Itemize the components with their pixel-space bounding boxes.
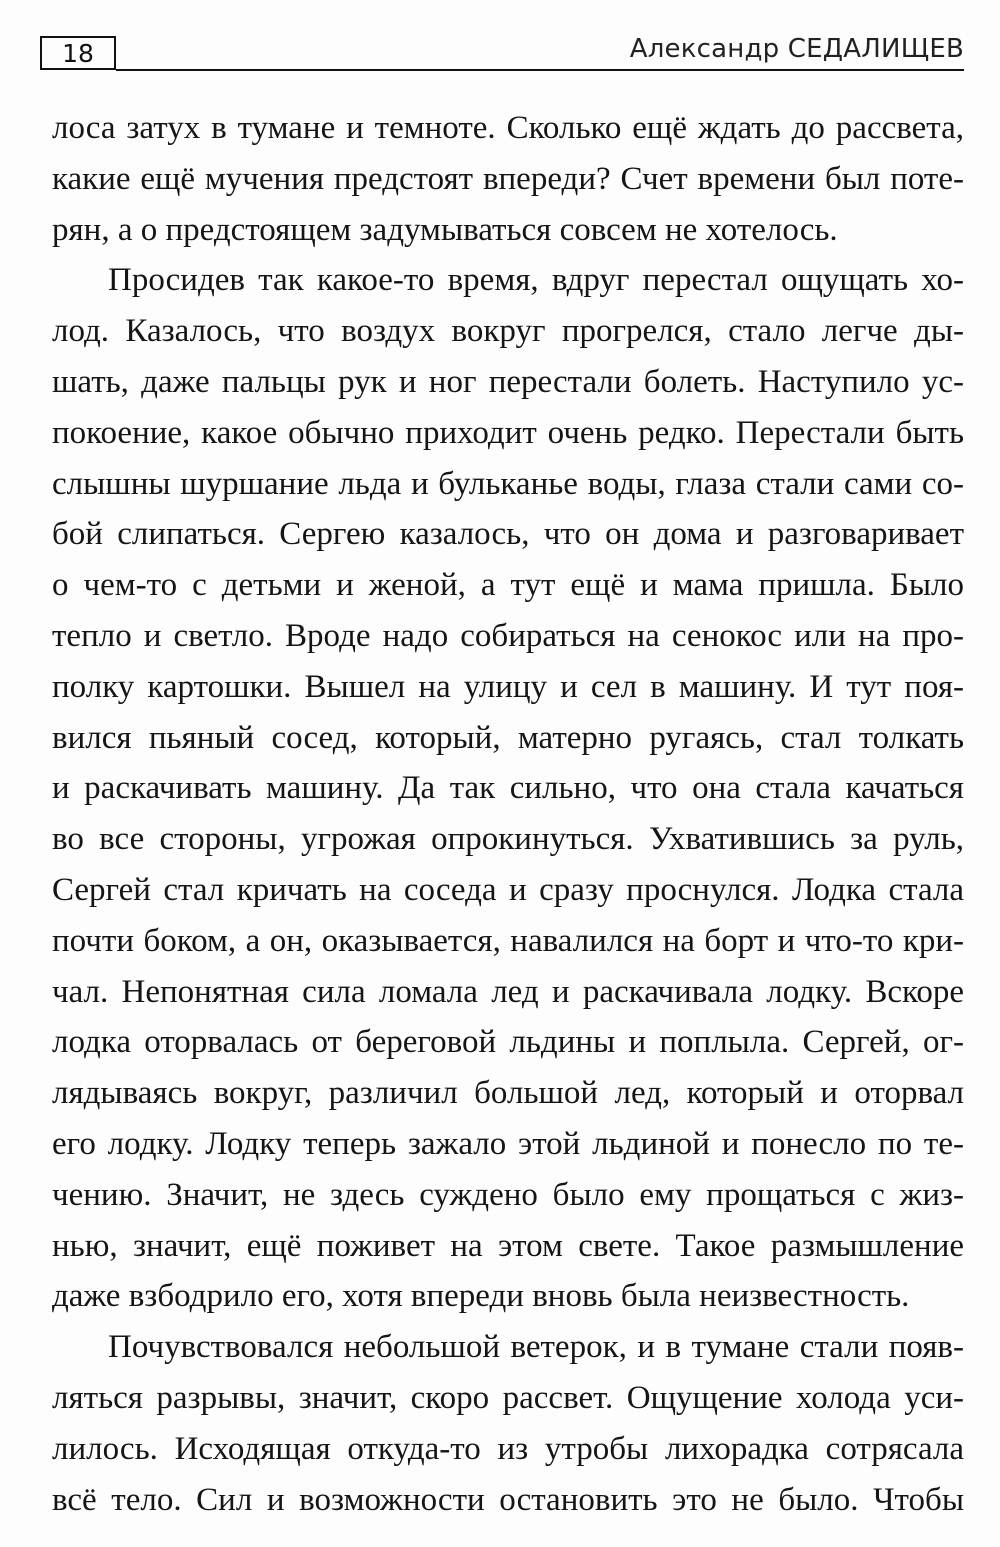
text-line: какие ещё мучения предстоят впереди? Счет времени был поте- [52, 160, 964, 197]
text-line: всё тело. Сил и возможности остановить это не было. Чтобы [52, 1481, 964, 1518]
text-line: тепло и светло. Вроде надо собираться на сенокос или на про- [52, 617, 964, 654]
text-line: почти боком, а он, оказывается, навалился на борт и что-то кри- [52, 922, 964, 959]
text-line: слышны шуршание льда и бульканье воды, глаза стали сами со- [52, 465, 964, 502]
text-line: его лодку. Лодку теперь зажало этой льдиной и понесло по те- [52, 1125, 964, 1162]
text-line: Просидев так какое-то время, вдруг перестал ощущать хо- [108, 262, 964, 299]
text-line: лядываясь вокруг, различил большой лед, который и оторвал [52, 1075, 964, 1112]
text-line: нью, значит, ещё поживет на этом свете. Такое размышление [52, 1227, 964, 1264]
text-line: бой слипаться. Сергею казалось, что он дома и разговаривает [52, 516, 964, 553]
text-line: вился пьяный сосед, который, матерно ругаясь, стал толкать [52, 719, 964, 756]
text-line: лилось. Исходящая откуда-то из утробы лихорадка сотрясала [52, 1430, 964, 1467]
text-line: полку картошки. Вышел на улицу и сел в машину. И тут поя- [52, 668, 964, 705]
text-line: чению. Значит, не здесь суждено было ему прощаться с жиз- [52, 1176, 964, 1213]
running-head: Александр СЕДАЛИЩЕВ [629, 34, 964, 64]
text-line: шать, даже пальцы рук и ног перестали болеть. Наступило ус- [52, 363, 964, 400]
text-line: во все стороны, угрожая опрокинуться. Ухватившись за руль, [52, 821, 964, 858]
text-line: Сергей стал кричать на соседа и сразу проснулся. Лодка стала [52, 871, 964, 908]
page-number: 18 [40, 36, 116, 70]
text-line: и раскачивать машину. Да так сильно, что она стала качаться [52, 770, 964, 807]
text-line: о чем-то с детьми и женой, а тут ещё и мама пришла. Было [52, 567, 964, 604]
text-line: лодка оторвалась от береговой льдины и поплыла. Сергей, ог- [52, 1024, 964, 1061]
body-text [52, 103, 964, 1525]
text-line: рян, а о предстоящем задумываться совсем не хотелось. [52, 211, 838, 248]
text-line: Почувствовался небольшой ветерок, и в тумане стали появ- [108, 1329, 964, 1366]
text-line: даже взбодрило его, хотя впереди вновь была неизвестность. [52, 1278, 910, 1315]
header-rule [116, 69, 964, 71]
text-line: лоса затух в тумане и темноте. Сколько ещё ждать до рассвета, [52, 110, 964, 146]
text-line: чал. Непонятная сила ломала лед и раскачивала лодку. Вскоре [52, 973, 964, 1010]
text-line: лод. Казалось, что воздух вокруг прогрелся, стало легче ды- [52, 313, 964, 350]
text-line: ляться разрывы, значит, скоро рассвет. Ощущение холода уси- [52, 1379, 964, 1416]
text-line: покоение, какое обычно приходит очень редко. Перестали быть [52, 414, 964, 451]
